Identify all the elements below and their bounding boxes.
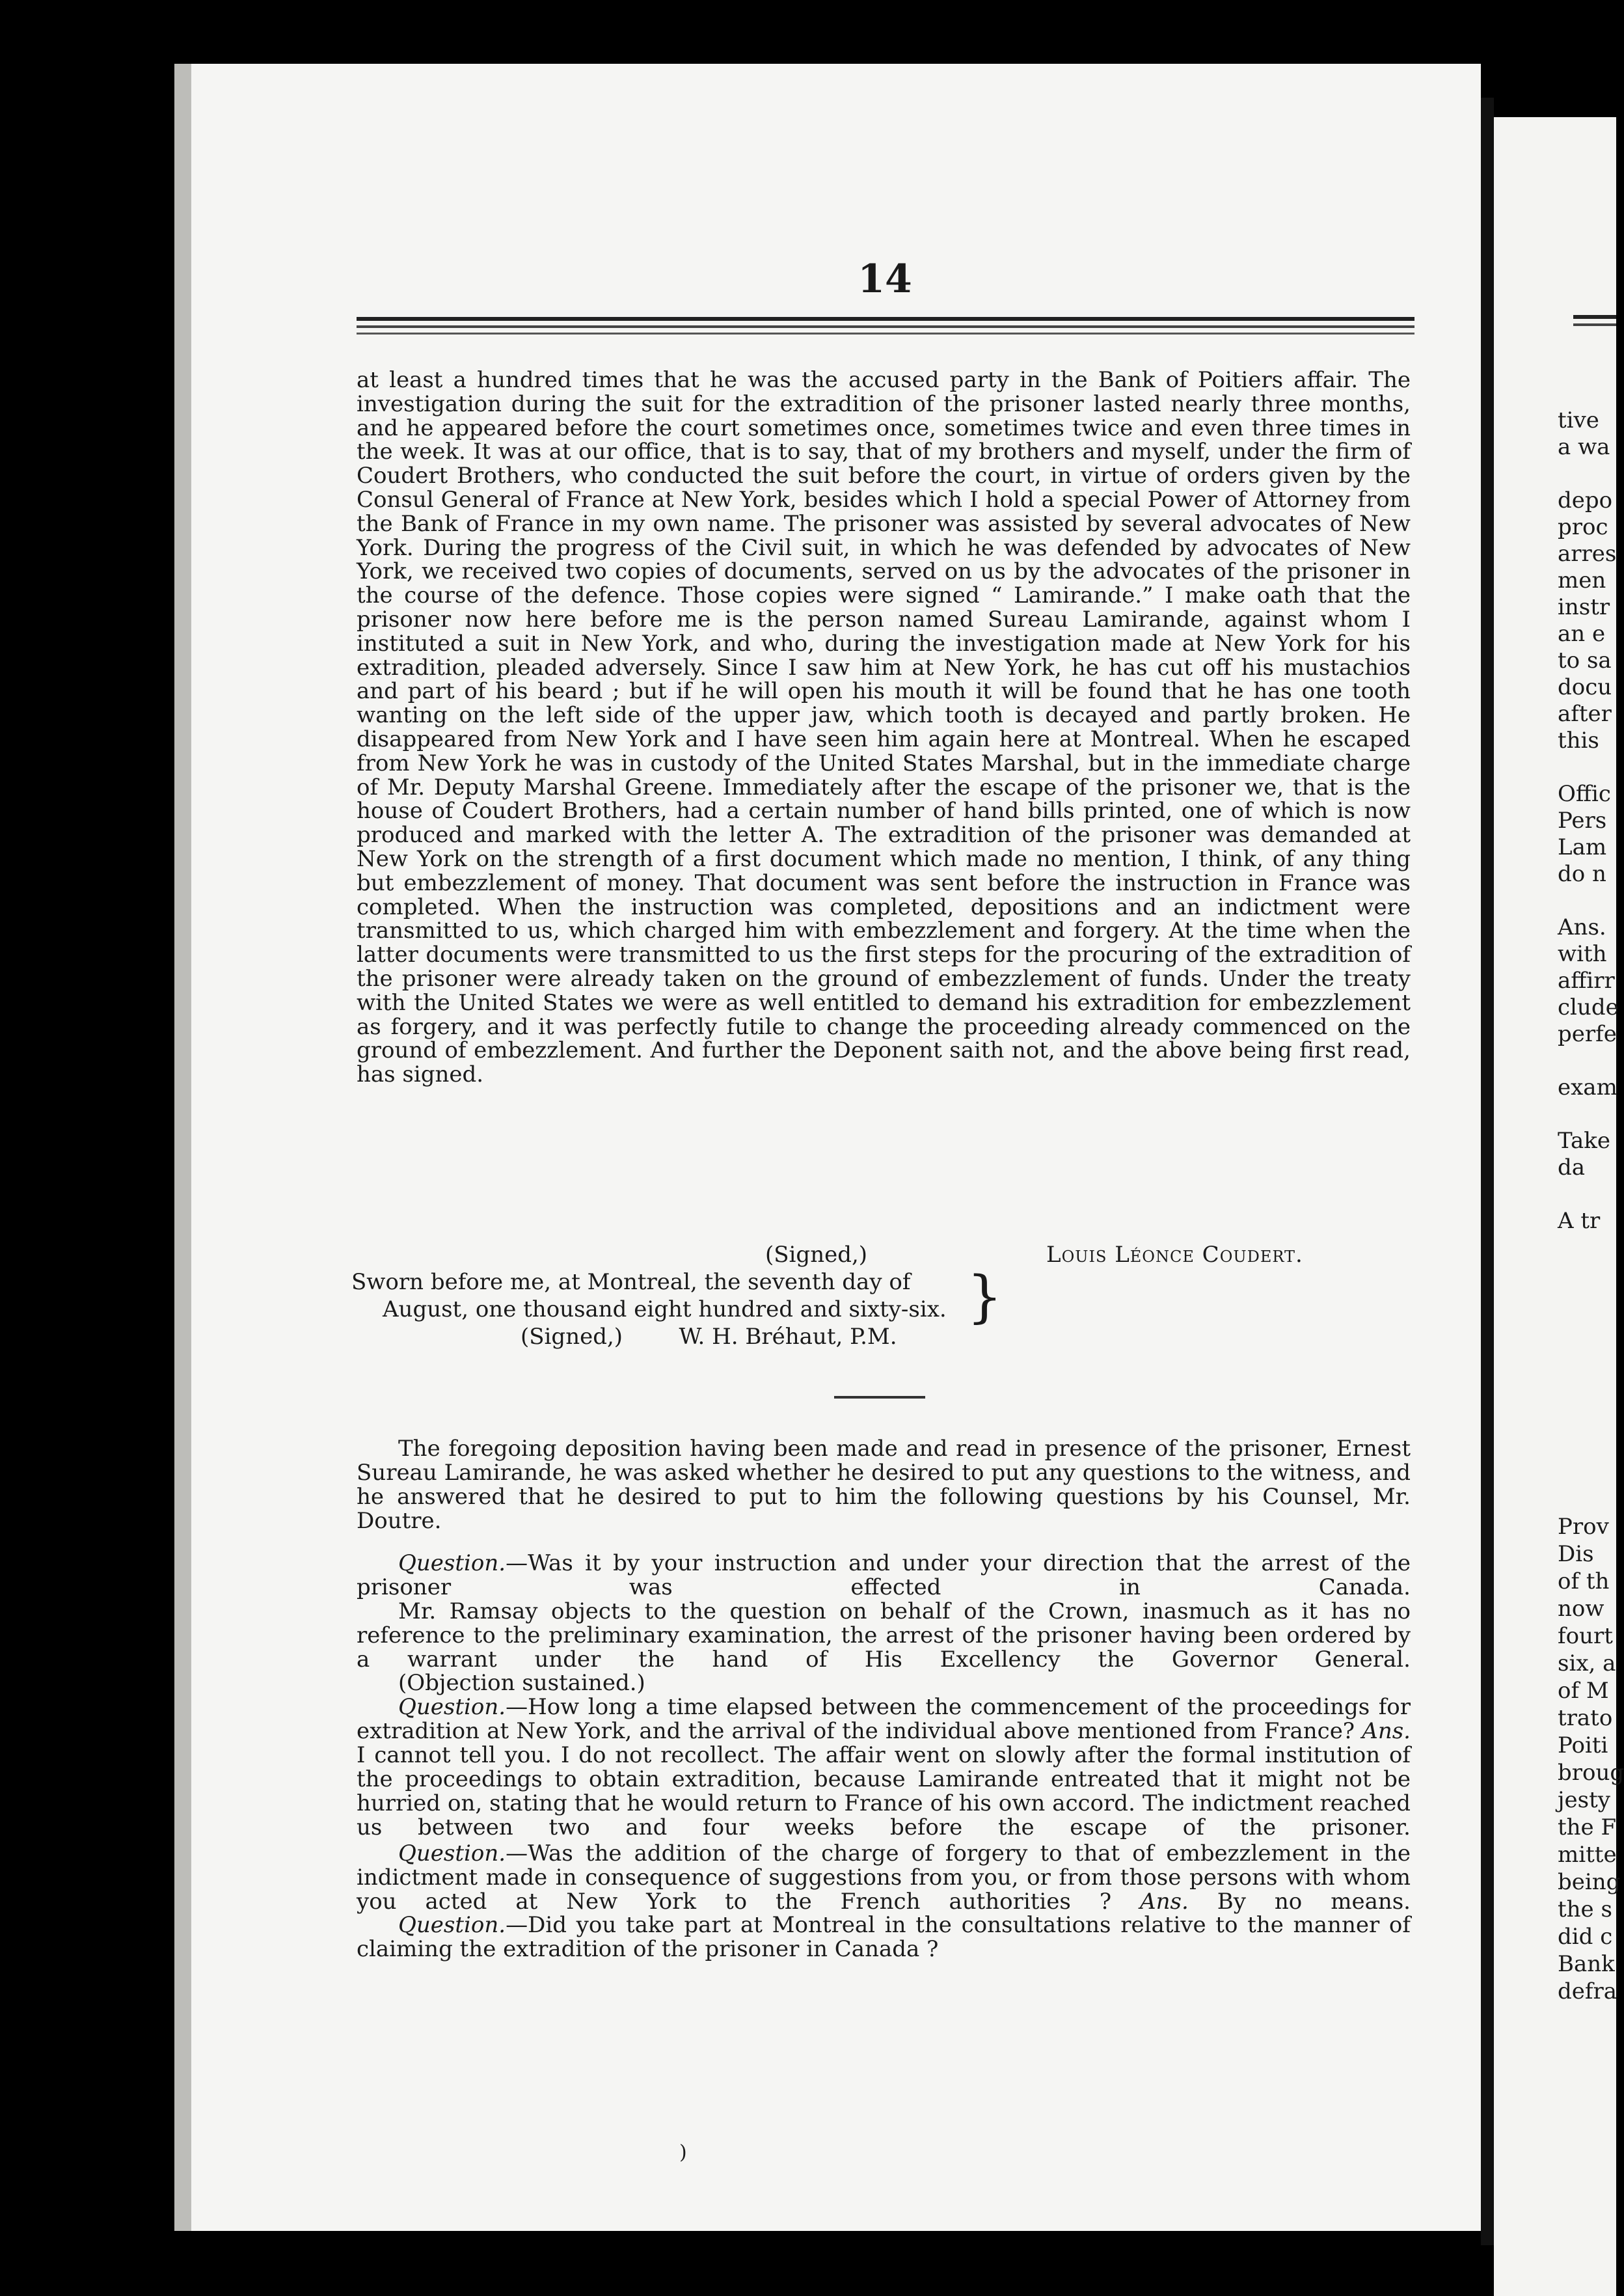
right-column-fragment: arres — [1558, 541, 1617, 567]
right-header-rule — [1573, 323, 1616, 326]
right-column-fragment: now — [1558, 1596, 1604, 1622]
right-column-fragment: mitte — [1558, 1842, 1617, 1868]
right-column-fragment: to sa — [1558, 648, 1612, 674]
answer-label: Ans. — [1362, 1718, 1411, 1744]
question-text: —Was it by your instruction and under your direction that the arrest of the prisoner was effected in Canada. — [357, 1550, 1411, 1600]
header-rule — [357, 325, 1414, 328]
question-label: Question. — [398, 1694, 506, 1720]
right-column-fragment: jesty — [1558, 1787, 1610, 1813]
right-column-fragment: clude — [1558, 994, 1619, 1020]
brace-mark: } — [967, 1264, 1003, 1330]
right-column-fragment: docu — [1558, 674, 1612, 700]
sworn-line-2: August, one thousand eight hundred and sixty-six. — [383, 1296, 947, 1322]
answer-text: I cannot tell you. I do not recollect. The affair went on slowly after the formal institution of the proceedings to obtain extradition, because Lamirande entreated that it might not be hurried on, stating that he would return to France of his own accord. The indictment reached us between two and four weeks before the escape of the prisoner. — [357, 1742, 1411, 1840]
right-column-fragment: six, a — [1558, 1650, 1616, 1676]
right-column-fragment: instr — [1558, 594, 1610, 620]
right-column-fragment: the s — [1558, 1896, 1612, 1922]
right-column-fragment: an e — [1558, 621, 1606, 647]
question-text: —Did you take part at Montreal in the consultations relative to the manner of claiming the extradition of the prisoner in Canada ? — [357, 1912, 1411, 1962]
question-label: Question. — [398, 1550, 506, 1576]
right-column-fragment: Take — [1558, 1128, 1611, 1154]
question-label: Question. — [398, 1912, 506, 1938]
right-column-fragment: do n — [1558, 861, 1606, 887]
right-column-fragment: of th — [1558, 1568, 1610, 1594]
right-column-fragment: after — [1558, 701, 1612, 727]
question-text: —Was the addition of the charge of forgery to that of embezzlement in the indictment made in consequence of suggestions from you, or from those persons with whom you acted at New York to the French authorities ? — [357, 1840, 1411, 1915]
right-column-fragment: Ans. — [1558, 914, 1606, 940]
answer-text: By no means. — [1188, 1889, 1411, 1915]
right-column-fragment: defra — [1558, 1978, 1617, 2004]
right-column-fragment: tive — [1558, 407, 1599, 433]
right-column-fragment: Bank — [1558, 1951, 1615, 1977]
ramsay-objection: Mr. Ramsay objects to the question on behalf of the Crown, inasmuch as it has no reference to the preliminary examination, the arrest of the prisoner having been ordered by a warrant under the hand of His Excellency the Governor General. — [357, 1598, 1411, 1673]
section-separator — [834, 1396, 925, 1399]
right-column-fragment: affirr — [1558, 968, 1615, 994]
deposition-paragraph: at least a hundred times that he was the accused party in the Bank of Poitiers affair. The investigation during the suit for the extradition of the prisoner lasted nearly three months, and he appeared before the court sometimes once, sometimes twice and even three times in the week. It was at our office, that is to say, that of my brothers and myself, under the firm of Coudert Brothers, who conducted the suit before the court, in virtue of orders given by the Consul General of France at New York, besides which I hold a special Power of Attorney from the Bank of France in my own name. The prisoner was assisted by several advocates of New York. During the progress of the Civil suit, in which he was defended by advocates of New York, we received two copies of documents, served on us by the advocates of the prisoner in the course of the defence. Those copies were signed “ Lamirande.” I make oath that the prisoner now here before me is the person named Sureau Lamirande, against whom I instituted a suit in New York, and who, during the investigation made at New York for his extradition, pleaded adversely. Since I saw him at New York, he has cut off his mustachios and part of his beard ; but if he will open his mouth it will be found that he has one tooth wanting on the left side of the upper jaw, which tooth is decayed and partly broken. He disappeared from New York and I have seen him again here at Montreal. When he escaped from New York he was in custody of the United States Marshal, but in the immediate charge of Mr. Deputy Marshal Greene. Immediately after the escape of the prisoner we, that is the house of Coudert Brothers, had a certain number of hand bills printed, one of which is now produced and marked with the letter A. The extradition of the prisoner was demanded at New York on the strength of a first document which made no mention, I think, of any thing but embezzlement of money. That document was sent before the instruction in France was completed. When the instruction was completed, depositions and an indictment were transmitted to us, which charged him with embezzlement and forgery. At the time when the latter documents were transmitted to us the first steps for the procuring of the extradition of the prisoner were already taken on the ground of embezzlement of funds. Under the treaty with the United States we were as well entitled to demand his extradition for embezzlement as forgery, and it was perfectly futile to change the proceeding already commenced on the ground of embezzlement. And further the Deponent saith not, and the above being first read, has signed. — [357, 367, 1411, 1088]
sworn-line-1: Sworn before me, at Montreal, the seventh day of — [351, 1269, 911, 1295]
question-text: —How long a time elapsed between the commencement of the proceedings for extradition at New York, and the arrival of the individual above mentioned from France? — [357, 1694, 1411, 1744]
question-3 — [357, 1842, 1411, 1914]
right-column-fragment: Lam — [1558, 834, 1607, 860]
right-column-fragment: men — [1558, 567, 1606, 594]
right-column-fragment: the F — [1558, 1814, 1617, 1840]
right-column-fragment: Pers — [1558, 808, 1607, 834]
right-column-fragment: proc — [1558, 514, 1608, 540]
right-column-fragment: of M — [1558, 1678, 1609, 1704]
header-rule — [357, 317, 1414, 321]
right-column-fragment: this — [1558, 728, 1599, 754]
page-gutter — [1481, 98, 1494, 2245]
right-column-fragment: broug — [1558, 1760, 1624, 1786]
right-column-fragment: a wa — [1558, 434, 1610, 460]
right-column-fragment: with — [1558, 941, 1607, 967]
objection-sustained: (Objection sustained.) — [398, 1670, 645, 1696]
right-column-fragment: fourt — [1558, 1623, 1613, 1649]
right-column-fragment: da — [1558, 1155, 1586, 1181]
signer-name: Louis Léonce Coudert. — [1046, 1242, 1303, 1268]
question-2 — [357, 1695, 1411, 1840]
header-rule — [357, 333, 1414, 335]
answer-label: Ans. — [1140, 1889, 1189, 1915]
right-column-fragment: Offic — [1558, 781, 1611, 807]
right-column-fragment: depo — [1558, 487, 1613, 513]
right-column-fragment: exam — [1558, 1074, 1617, 1100]
foregoing-paragraph: The foregoing deposition having been made and read in presence of the prisoner, Ernest Sureau Lamirande, he was asked whether he desired to put any questions to the witness, and he answered that he desired to put to him the following questions by his Counsel, Mr. Doutre. — [357, 1436, 1411, 1534]
right-column-fragment: Poiti — [1558, 1732, 1608, 1758]
right-column-fragment: Prov — [1558, 1514, 1609, 1540]
right-column-fragment: Dis — [1558, 1541, 1594, 1567]
right-column-fragment: perfe — [1558, 1021, 1617, 1047]
right-column-fragment: being — [1558, 1869, 1621, 1895]
sworn-line-3: (Signed,) W. H. Bréhaut, P.M. — [521, 1324, 897, 1350]
signed-label: (Signed,) — [765, 1242, 868, 1268]
footer-mark: ) — [679, 2141, 687, 2164]
right-header-rule — [1573, 315, 1616, 319]
right-column-fragment: trato — [1558, 1705, 1613, 1731]
page-number: 14 — [858, 256, 912, 302]
question-4 — [357, 1913, 1411, 1961]
question-label: Question. — [398, 1840, 506, 1866]
right-column-fragment: did c — [1558, 1924, 1613, 1950]
right-column-fragment: A tr — [1558, 1208, 1601, 1234]
question-1 — [357, 1551, 1411, 1600]
